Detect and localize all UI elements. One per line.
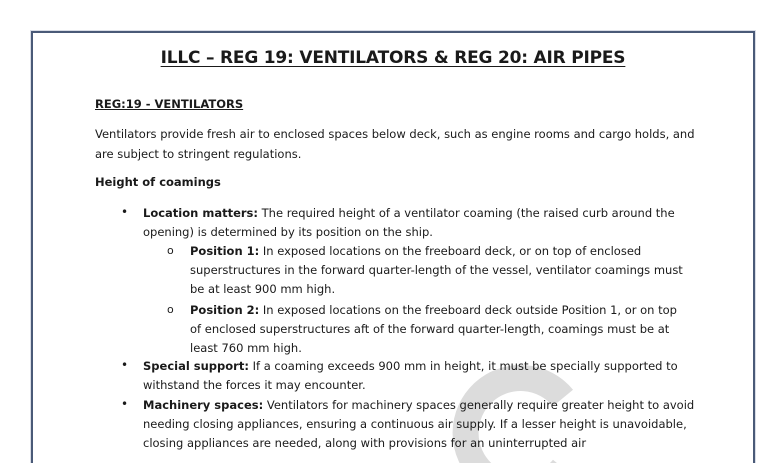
document-page — [31, 31, 755, 463]
bullet-marker: • — [121, 358, 129, 372]
sub-list-item-label: Position 1: — [190, 244, 260, 258]
sub-list-item-text: In exposed locations on the freeboard deck, or on top of enclosed superstructures in the forward quarter-length of the vessel, ventilator coamings must be at least 900 mm high. — [190, 244, 683, 296]
list-item-text: If a coaming exceeds 900 mm in height, it must be specially supported to withstand the forces it may encounter. — [143, 359, 678, 392]
section-heading: REG:19 - VENTILATORS — [95, 97, 244, 111]
list-item-special-support — [143, 357, 703, 395]
list-item-label: Special support: — [143, 359, 249, 373]
document-title: ILLC – REG 19: VENTILATORS & REG 20: AIR PIPES — [160, 48, 626, 68]
sub-bullet-marker: o — [167, 303, 174, 316]
bullet-marker: • — [121, 397, 129, 411]
sub-list-item-position-2 — [190, 301, 690, 358]
sub-bullet-marker: o — [167, 244, 174, 257]
bullet-marker: • — [121, 205, 129, 219]
sub-list-item-position-1 — [190, 242, 690, 299]
sub-list-item-label: Position 2: — [190, 303, 260, 317]
list-item-label: Machinery spaces: — [143, 398, 264, 412]
list-item-machinery-spaces — [143, 396, 703, 453]
list-item-text: Ventilators for machinery spaces generally require greater height to avoid needing closing appliances, ensuring a continuous air supply. If a lesser height is unavoidable, closing appliances are needed, along with provisions for an uninterrupted air — [143, 398, 695, 450]
list-item-label: Location matters: — [143, 206, 258, 220]
list-item-text: The required height of a ventilator coaming (the raised curb around the opening) is determined by its position on the ship. — [143, 206, 675, 239]
list-item-location-matters — [143, 204, 703, 242]
intro-paragraph: Ventilators provide fresh air to enclosed spaces below deck, such as engine rooms and cargo holds, and are subject to stringent regulations. — [95, 127, 695, 161]
subheading-height-of-coamings: Height of coamings — [95, 175, 221, 189]
sub-list-item-text: In exposed locations on the freeboard deck outside Position 1, or on top of enclosed superstructures aft of the forward quarter-length, coamings must be at least 760 mm high. — [190, 303, 677, 355]
